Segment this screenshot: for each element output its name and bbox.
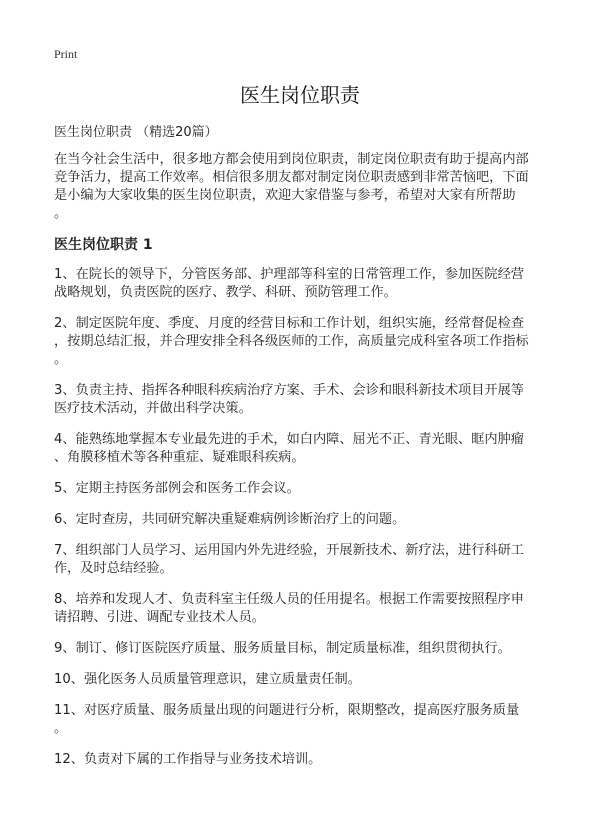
duty-item [54, 702, 554, 738]
text-line: 在当今社会生活中，很多地方都会使用到岗位职责，制定岗位职责有助于提高内部 [54, 152, 529, 167]
text-line: 是小编为大家收集的医生岗位职责，欢迎大家借鉴与参考，希望对大家有所帮助 [54, 188, 516, 203]
text-line: 7、组织部门人员学习、运用国内外先进经验，开展新技术、新疗法，进行科研工 [54, 543, 524, 558]
duty-item [54, 671, 554, 689]
text-line: 。 [54, 721, 68, 736]
duty-item [54, 542, 554, 578]
text-line: 。 [54, 206, 68, 221]
text-line: 11、对医疗质量、服务质量出现的问题进行分析，限期整改，提高医疗服务质量 [54, 703, 520, 718]
document-subtitle: 医生岗位职责 （精选20篇） [54, 125, 218, 140]
duty-item [54, 382, 554, 418]
text-line: 12、负责对下属的工作指导与业务技术培训。 [54, 752, 322, 767]
duty-item [54, 640, 554, 658]
section-heading: 医生岗位职责 1 [54, 237, 153, 253]
duty-item [54, 431, 554, 467]
intro-paragraph [54, 151, 554, 223]
text-line: 8、培养和发现人才、负责科室主任级人员的任用提名。根据工作需要按照程序申 [54, 592, 524, 607]
document-body [54, 151, 554, 782]
text-line: 竞争活力，提高工作效率。相信很多朋友都对制定岗位职责感到非常苦恼吧，下面 [54, 170, 529, 185]
text-line: 6、定时查房，共同研究解决重疑难病例诊断治疗上的问题。 [54, 512, 406, 527]
text-line: 作，及时总结经验。 [54, 561, 173, 576]
text-line: 医疗技术活动，并做出科学决策。 [54, 401, 252, 416]
text-line: ，按期总结汇报，并合理安排全科各级医师的工作，高质量完成科室各项工作指标 [54, 334, 529, 349]
text-line: 5、定期主持医务部例会和医务工作会议。 [54, 481, 300, 496]
duty-list [54, 266, 554, 769]
text-line: 战略规划，负责医院的医疗、教学、科研、预防管理工作。 [54, 285, 397, 300]
text-line: 10、强化医务人员质量管理意识，建立质量责任制。 [54, 672, 361, 687]
text-line: 。 [54, 352, 68, 367]
duty-item [54, 266, 554, 302]
text-line: 3、负责主持、指挥各种眼科疾病治疗方案、手术、会诊和眼科新技术项目开展等 [54, 383, 524, 398]
text-line: 2、制定医院年度、季度、月度的经营目标和工作计划，组织实施，经常督促检查 [54, 316, 524, 331]
page-title: 医生岗位职责 [240, 83, 360, 107]
text-line: 、角膜移植术等各种重症、疑难眼科疾病。 [54, 450, 305, 465]
duty-item [54, 751, 554, 769]
text-line: 请招聘、引进、调配专业技术人员。 [54, 610, 265, 625]
duty-item [54, 511, 554, 529]
duty-item [54, 315, 554, 369]
text-line: 1、在院长的领导下，分管医务部、护理部等科室的日常管理工作，参加医院经营 [54, 267, 524, 282]
duty-item [54, 591, 554, 627]
text-line: 4、能熟练地掌握本专业最先进的手术，如白内障、屈光不正、青光眼、眶内肿瘤 [54, 432, 524, 447]
print-link[interactable]: Print [54, 47, 78, 61]
duty-item [54, 480, 554, 498]
text-line: 9、制订、修订医院医疗质量、服务质量目标，制定质量标准，组织贯彻执行。 [54, 641, 511, 656]
